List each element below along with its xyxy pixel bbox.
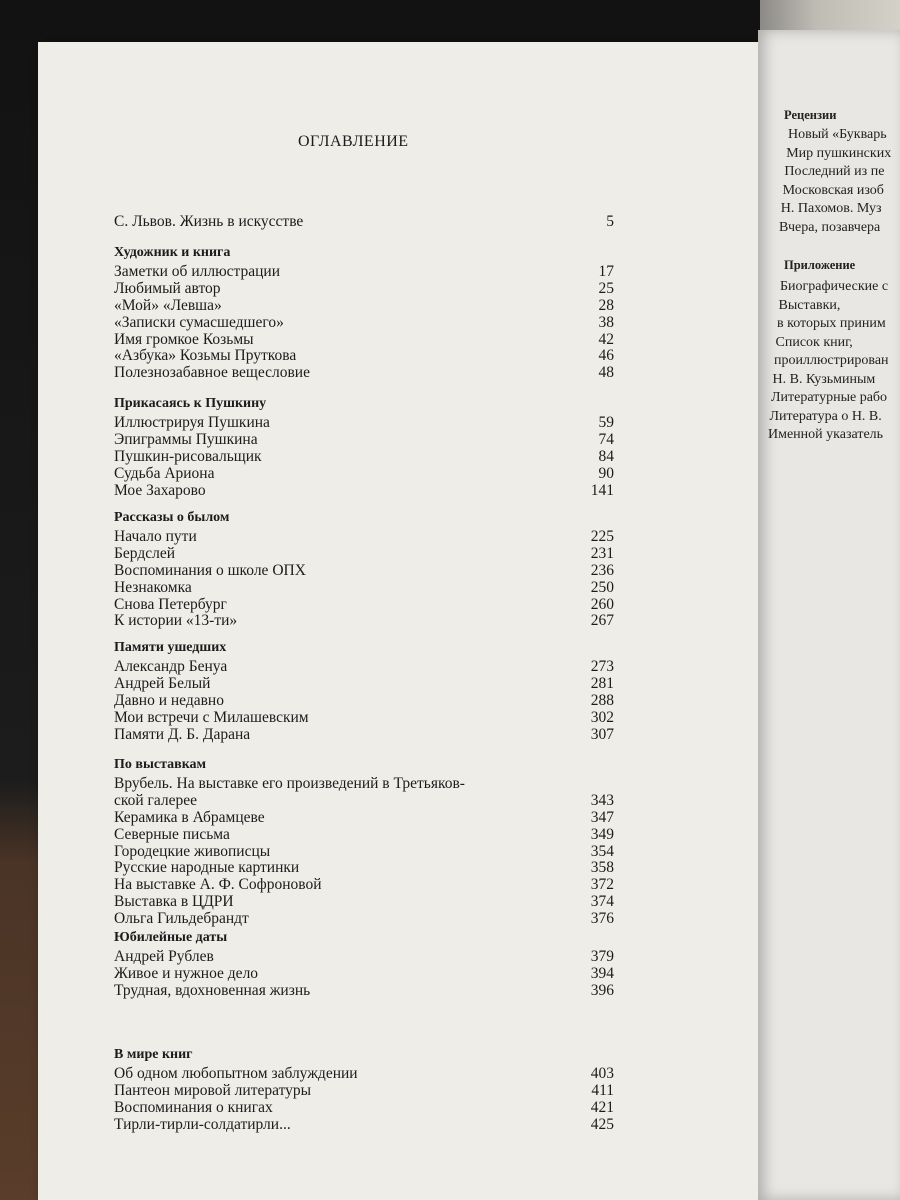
toc-entry: [114, 983, 614, 1000]
toc-entry-page: 349: [590, 825, 614, 843]
right-page-line: Список книг,: [775, 334, 853, 350]
toc-entry: [114, 710, 614, 727]
toc-entry-title: К истории «13-ти»: [114, 612, 238, 630]
right-page-line: Новый «Букварь: [788, 127, 887, 142]
toc-entry-title: Полезнозабавное вещесловие: [114, 364, 310, 382]
toc-entry-title: Александр Бенуа: [114, 658, 228, 675]
toc-entry-page: 59: [598, 414, 614, 431]
toc-entry-title: Памяти Д. Б. Дарана: [114, 725, 251, 743]
toc-entry-page: 394: [590, 964, 614, 982]
toc-entry-page: 358: [590, 859, 614, 877]
toc-entry-page: 250: [590, 578, 614, 596]
right-page-line: Н. В. Кузьминым: [772, 371, 876, 387]
toc-entry-title: Заметки об иллюстрации: [114, 263, 281, 280]
toc-entry-page: 425: [590, 1115, 614, 1133]
toc-entry: [114, 449, 614, 466]
toc-entry-page: 46: [598, 347, 614, 365]
toc-entry-page: 231: [590, 544, 614, 562]
toc-entry-page: 17: [598, 263, 614, 280]
toc-entry: [114, 810, 614, 827]
toc-section-heading: Прикасаясь к Пушкину: [114, 396, 267, 411]
toc-entry-page: 260: [590, 595, 614, 613]
right-heading-appendix: Приложение: [784, 258, 856, 272]
toc-entry-page: 84: [598, 447, 614, 465]
toc-entry-page: 90: [598, 464, 614, 482]
toc-entry-title: Воспоминания о школе ОПХ: [114, 561, 306, 579]
toc-section: [114, 507, 614, 630]
toc-section-heading: Юбилейные даты: [114, 930, 228, 945]
toc-entry-page: 376: [590, 910, 614, 928]
book-spine: [760, 0, 900, 34]
right-page-line: Биографические с: [780, 279, 889, 294]
right-page-line: Выставки,: [778, 297, 841, 313]
toc-entry-title: Воспоминания о книгах: [114, 1098, 273, 1116]
toc-entry-page: 374: [590, 893, 614, 911]
toc-section-heading: По выставкам: [114, 757, 207, 772]
toc-entry: [114, 315, 614, 332]
toc-entry: [114, 546, 614, 563]
toc-entry-page: 225: [590, 528, 614, 545]
toc-entry: [114, 827, 614, 844]
toc-entry: [114, 264, 614, 281]
toc-entry: [114, 693, 614, 710]
toc-entry-page: 28: [598, 296, 614, 314]
toc-entry: [114, 1083, 614, 1100]
right-page-line: Именной указатель: [768, 427, 884, 442]
right-page-line: Мир пушкинских: [786, 145, 892, 161]
right-heading-reviews: Рецензии: [784, 108, 837, 122]
toc-entry-page: 273: [590, 658, 614, 675]
toc-entry-title: Мое Захарово: [114, 481, 206, 499]
toc-entry: [114, 1100, 614, 1117]
right-page-line: проиллюстрирован: [774, 353, 889, 368]
toc-entry-page: 372: [590, 876, 614, 894]
page-title: ОГЛАВЛЕНИЕ: [298, 133, 409, 150]
toc-entry-title: Керамика в Абрамцеве: [114, 808, 265, 826]
toc-entry-title: «Мой» «Левша»: [114, 296, 222, 314]
toc-entry-title: Судьба Ариона: [114, 464, 215, 482]
toc-entry-title: Пантеон мировой литературы: [114, 1081, 312, 1099]
toc-section: [114, 754, 614, 928]
toc-entry-page: 288: [590, 691, 614, 709]
right-page-line: Литература о Н. В.: [769, 408, 882, 424]
toc-entry: [114, 727, 614, 744]
toc-entry-page: 302: [590, 708, 614, 726]
toc-entry-title: Об одном любопытном заблуждении: [114, 1065, 358, 1082]
toc-entry-title: Бердслей: [114, 544, 176, 562]
toc-entry-title: «Записки сумасшедшего»: [114, 313, 284, 331]
toc-entry: [114, 894, 614, 911]
toc-entry-page: 38: [598, 313, 614, 331]
toc-entry-title: Андрей Рублев: [114, 948, 214, 965]
toc-entry-page: 42: [598, 330, 614, 348]
toc-entry-page: 281: [590, 674, 614, 692]
toc-entry-title: Пушкин-рисовальщик: [114, 447, 262, 465]
toc-entry: [114, 466, 614, 483]
toc-entry: [114, 483, 614, 500]
toc-entry-title: Снова Петербург: [114, 595, 227, 613]
toc-section: [114, 1044, 614, 1134]
toc-entry: [114, 877, 614, 894]
toc-intro-entry: [114, 213, 614, 231]
toc-entry-page: 396: [590, 981, 614, 999]
toc-entry: [114, 597, 614, 614]
toc-entry: [114, 415, 614, 432]
toc-entry-page: 379: [590, 948, 614, 965]
toc-entry-title: «Азбука» Козьмы Пруткова: [114, 347, 297, 365]
toc-entry: [114, 432, 614, 449]
toc-entry-title: ской галерее: [114, 791, 198, 809]
toc-section: [114, 393, 614, 499]
toc-entry: [114, 298, 614, 315]
toc-entry-page: 347: [590, 808, 614, 826]
toc-section-heading: В мире книг: [114, 1047, 193, 1062]
toc-entry: [114, 365, 614, 382]
toc-entry-title: Живое и нужное дело: [114, 964, 259, 982]
toc-entry-page: 236: [590, 561, 614, 579]
toc-section: [114, 242, 614, 382]
toc-entry-title: Давно и недавно: [114, 691, 224, 709]
toc-entry-page: 141: [590, 481, 614, 499]
toc-entry-title: Выставка в ЦДРИ: [114, 893, 234, 911]
toc-entry: [114, 966, 614, 983]
right-page-line: Московская изоб: [782, 182, 884, 198]
toc-entry: [114, 348, 614, 365]
toc-entry-page: 354: [590, 842, 614, 860]
toc-entry: [114, 613, 614, 630]
toc-section-heading: Рассказы о былом: [114, 510, 230, 525]
toc-entry-title: Городецкие живописцы: [114, 842, 271, 860]
toc-entry: [114, 580, 614, 597]
toc-entry: [114, 860, 614, 877]
toc-entry: [114, 281, 614, 298]
toc-entry: [114, 676, 614, 693]
toc-entry-page: 403: [590, 1065, 614, 1082]
toc-entry-page: 411: [591, 1081, 614, 1099]
toc-entry: [114, 793, 614, 810]
toc-intro-page: 5: [606, 213, 614, 230]
toc-entry-title: Русские народные картинки: [114, 859, 300, 877]
toc-entry: [114, 332, 614, 349]
toc-entry-title: Тирли-тирли-солдатирли...: [114, 1115, 291, 1133]
right-page-line: Вчера, позавчера: [779, 219, 881, 235]
right-page-line: Н. Пахомов. Муз: [780, 201, 882, 216]
toc-intro-title: С. Львов. Жизнь в искусстве: [114, 213, 304, 230]
toc-entry: [114, 949, 614, 966]
toc-entry: [114, 844, 614, 861]
toc-section: [114, 637, 614, 743]
toc-entry: [114, 529, 614, 546]
toc-entry-title: Врубель. На выставке его произведений в Третьяков-: [114, 775, 465, 792]
toc-entry-title: Андрей Белый: [114, 674, 211, 692]
toc-entry: [114, 659, 614, 676]
right-page: [758, 30, 900, 1200]
toc-entry-title: На выставке А. Ф. Софроновой: [114, 876, 322, 894]
toc-entry-page: 421: [590, 1098, 614, 1116]
right-page-line: Литературные рабо: [771, 390, 888, 405]
toc-entry: [114, 911, 614, 928]
toc-entry: [114, 776, 614, 793]
toc-entry-title: Трудная, вдохновенная жизнь: [114, 981, 311, 999]
right-page-line: в которых приним: [777, 316, 886, 331]
toc-section: [114, 927, 614, 1000]
toc-entry-title: Начало пути: [114, 528, 197, 545]
toc-entry-page: 48: [598, 364, 614, 382]
right-page-line: Последний из пе: [784, 164, 885, 179]
toc-entry-title: Любимый автор: [114, 279, 221, 297]
toc-entry-title: Имя громкое Козьмы: [114, 330, 254, 348]
toc-entry-title: Эпиграммы Пушкина: [114, 430, 258, 448]
toc-entry-title: Иллюстрируя Пушкина: [114, 414, 270, 431]
toc-section-heading: Памяти ушедших: [114, 640, 227, 655]
toc-section-heading: Художник и книга: [114, 245, 231, 260]
toc-entry: [114, 1117, 614, 1134]
toc-entry-page: 74: [598, 430, 614, 448]
toc-entry-page: 267: [590, 612, 614, 630]
toc-entry-title: Ольга Гильдебрандт: [114, 910, 249, 928]
toc-entry-title: Незнакомка: [114, 578, 192, 596]
toc-entry-title: Мои встречи с Милашевским: [114, 708, 309, 726]
toc-entry-page: 25: [598, 279, 614, 297]
toc-entry-title: Северные письма: [114, 825, 230, 843]
toc-entry: [114, 563, 614, 580]
toc-entry: [114, 1066, 614, 1083]
toc-entry-page: 307: [590, 725, 614, 743]
toc-entry-page: 343: [590, 791, 614, 809]
